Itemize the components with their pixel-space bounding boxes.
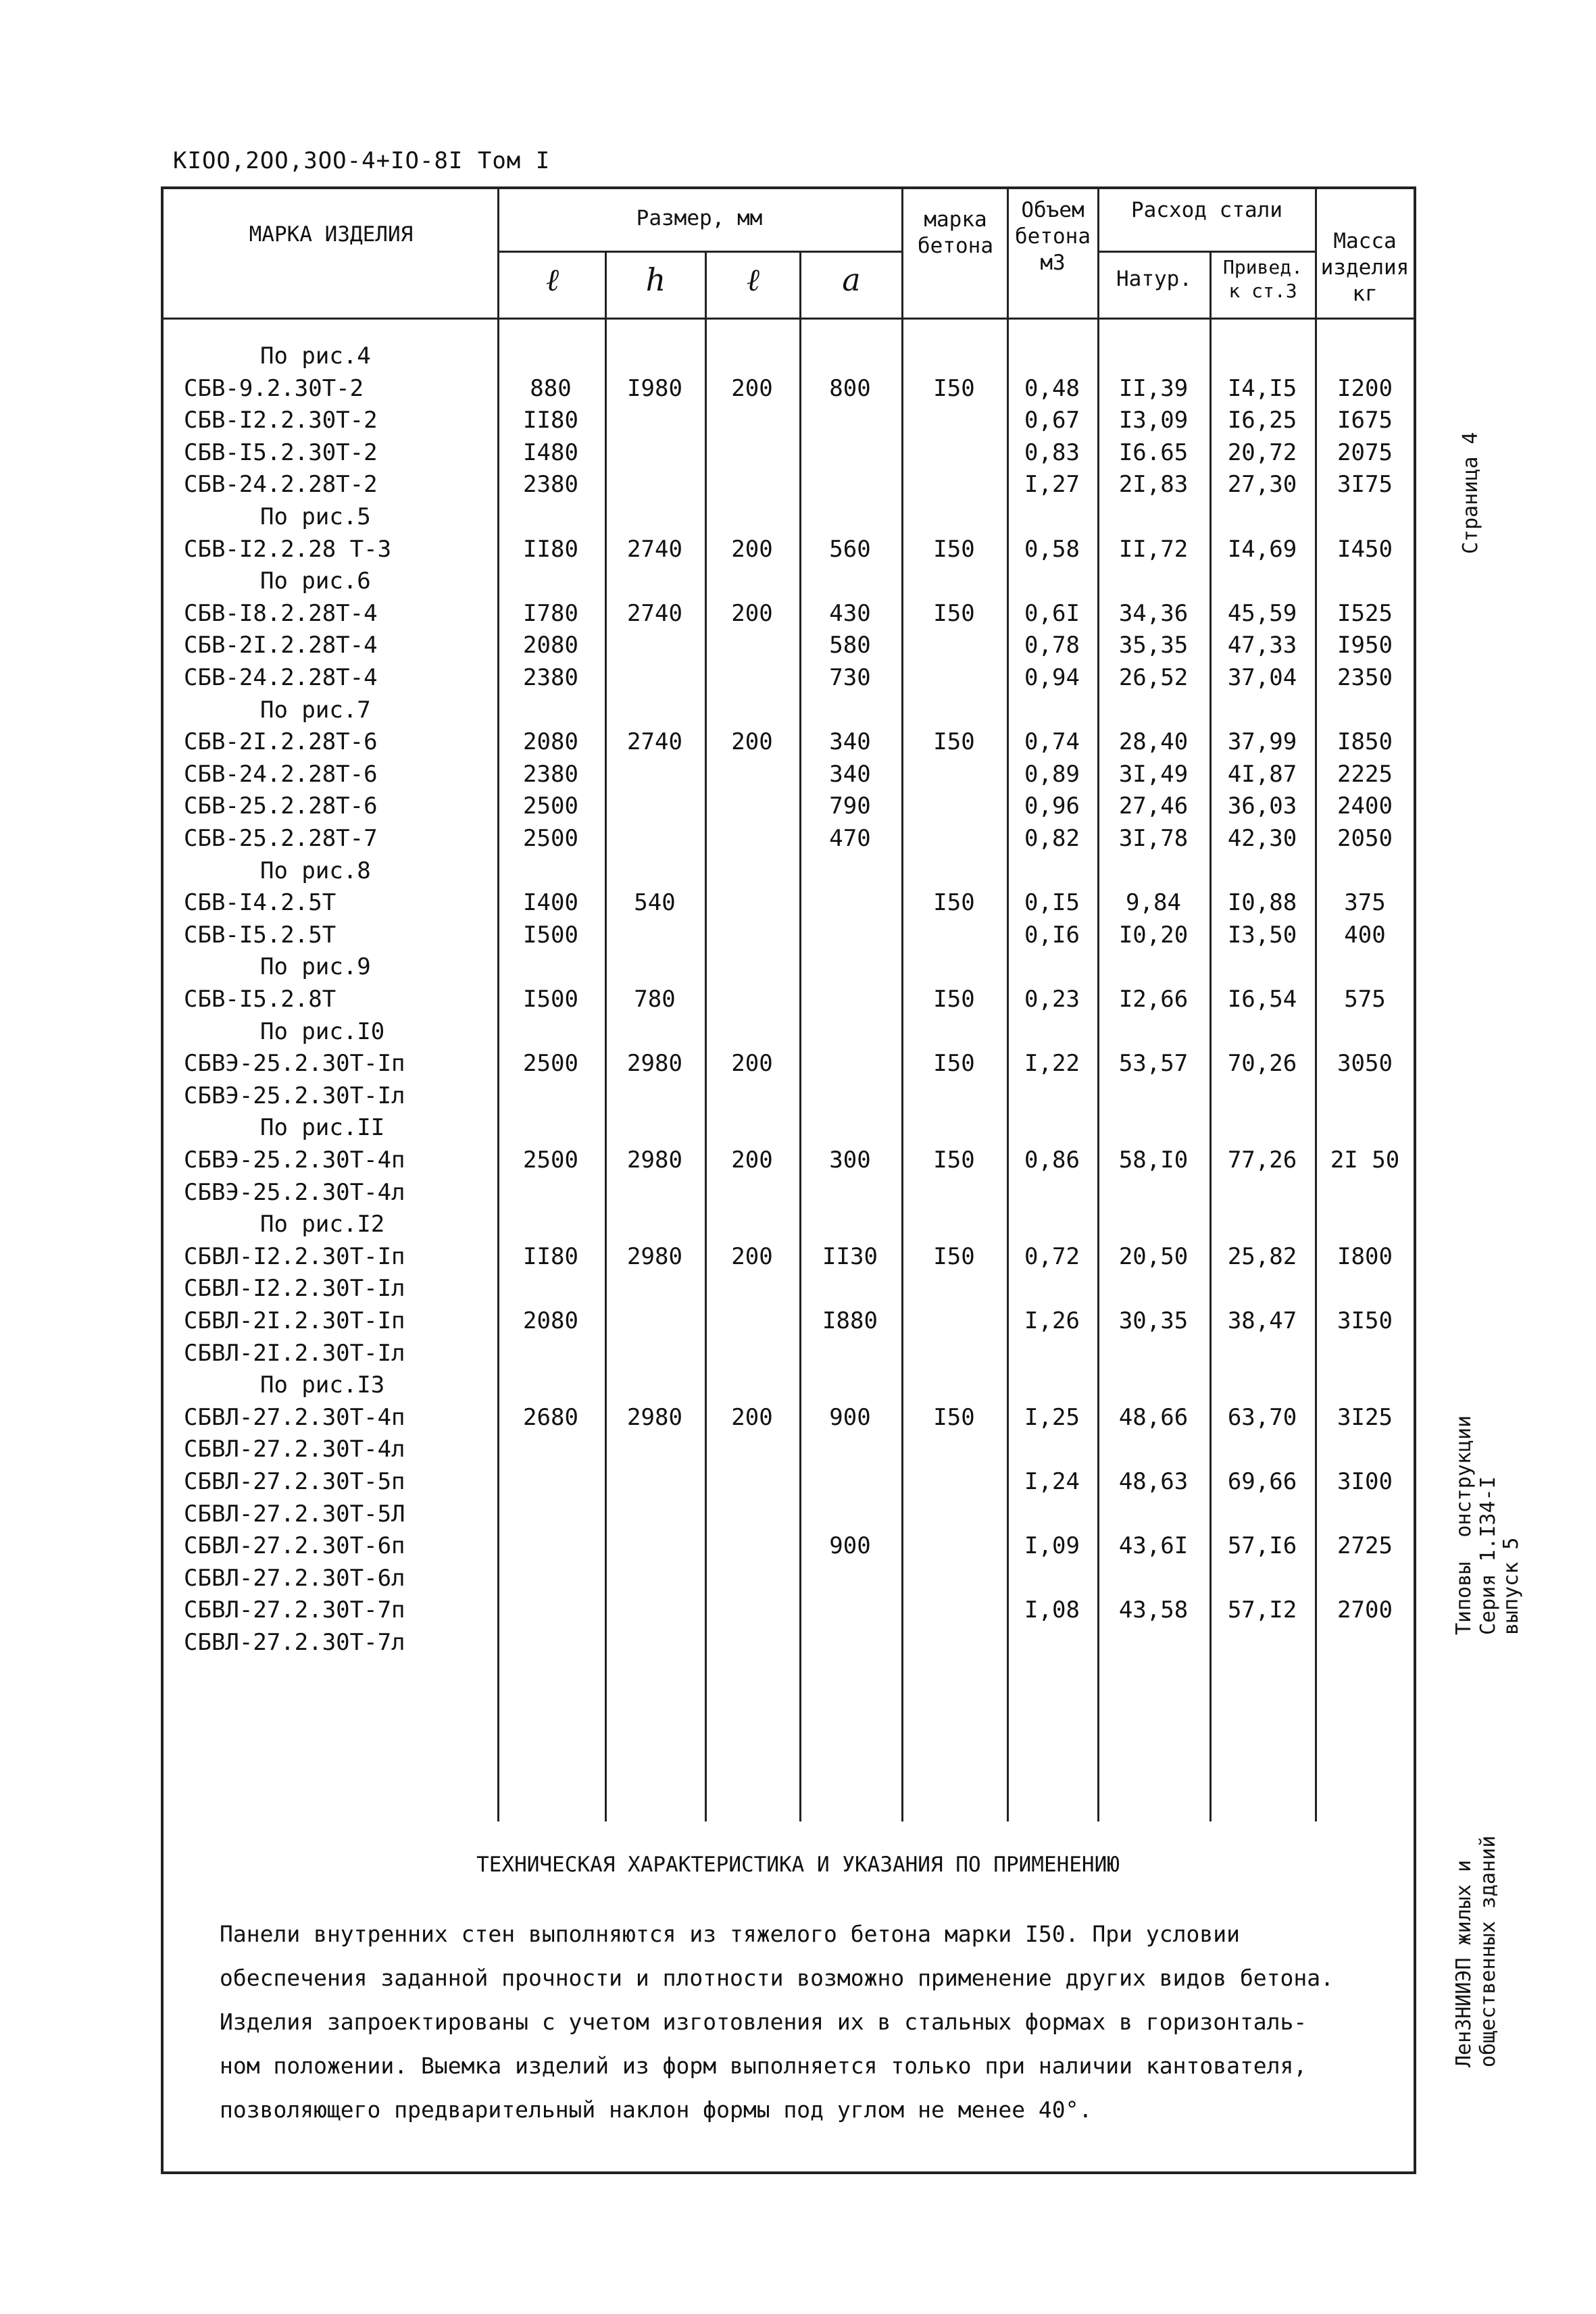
cell-l: 2500: [523, 1050, 578, 1077]
cell-c: I50: [933, 1243, 975, 1270]
cell-l: 2500: [523, 825, 578, 852]
header-concrete: марка бетона: [918, 207, 993, 258]
cell-r: I4,I5: [1227, 375, 1297, 402]
side-series-3: выпуск 5: [1499, 1537, 1523, 1635]
row-mark: СБВ-9.2.30Т-2: [184, 375, 364, 402]
table-top-rule: [161, 186, 1416, 188]
cell-v: I,27: [1024, 471, 1080, 498]
cell-r: 36,03: [1227, 793, 1297, 820]
cell-v: I,25: [1024, 1404, 1080, 1431]
cell-v: 0,67: [1024, 407, 1080, 434]
cell-h: 2980: [627, 1050, 682, 1077]
header-bottom-rule: [161, 318, 1416, 320]
header-volume: Объем бетона м3: [1015, 198, 1091, 275]
group-heading: По рис.6: [260, 568, 371, 595]
cell-m: 3050: [1337, 1050, 1393, 1077]
cell-l: 2380: [523, 664, 578, 691]
row-mark: СБВ-25.2.28Т-6: [184, 793, 378, 820]
row-mark: СБВЛ-27.2.30Т-4л: [184, 1436, 405, 1463]
group-heading: По рис.I3: [260, 1372, 385, 1399]
cell-n: I0,20: [1118, 922, 1189, 949]
header-b: ℓ: [746, 261, 760, 298]
cell-h: 2980: [627, 1147, 682, 1174]
cell-n: 34,36: [1118, 600, 1189, 627]
cell-v: I,09: [1024, 1532, 1080, 1559]
cell-l: 2380: [523, 761, 578, 788]
steel-subheader-rule: [1097, 251, 1315, 253]
row-mark: СБВЭ-25.2.30Т-Iп: [184, 1050, 405, 1077]
cell-h: 2980: [627, 1404, 682, 1431]
header-reduced: Привед. к ст.3: [1222, 256, 1303, 302]
cell-r: 27,30: [1227, 471, 1297, 498]
cell-v: 0,82: [1024, 825, 1080, 852]
row-mark: СБВЭ-25.2.30Т-4л: [184, 1179, 405, 1206]
cell-a: 900: [829, 1532, 871, 1559]
cell-c: I50: [933, 536, 975, 563]
cell-c: I50: [933, 728, 975, 755]
cell-r: 37,99: [1227, 728, 1297, 755]
group-heading: По рис.I2: [260, 1211, 385, 1238]
row-mark: СБВЛ-I2.2.30Т-Iл: [184, 1275, 405, 1302]
tech-line: обеспечения заданной прочности и плотности возможно применение других видов бетона.: [220, 1965, 1335, 1991]
cell-l: II80: [523, 536, 578, 563]
cell-r: 45,59: [1227, 600, 1297, 627]
cell-r: I4,69: [1227, 536, 1297, 563]
cell-v: 0,6I: [1024, 600, 1080, 627]
cell-l: I780: [523, 600, 578, 627]
cell-c: I50: [933, 375, 975, 402]
cell-l: 2500: [523, 1147, 578, 1174]
col-rule-9: [1315, 186, 1317, 1821]
cell-l: 880: [530, 375, 572, 402]
cell-b: 200: [731, 536, 773, 563]
row-mark: СБВЭ-25.2.30Т-Iл: [184, 1082, 405, 1109]
document-code: КIОО,2ОО,3ОО-4+IО-8I Том I: [173, 147, 551, 174]
side-org-2: общественных зданий: [1476, 1835, 1500, 2067]
cell-r: 57,I6: [1227, 1532, 1297, 1559]
cell-m: 2075: [1337, 439, 1393, 466]
cell-l: 2500: [523, 793, 578, 820]
row-mark: СБВ-I2.2.28 Т-3: [184, 536, 392, 563]
side-series-2: Серия 1.I34-I: [1476, 1476, 1500, 1635]
row-mark: СБВЛ-27.2.30Т-6п: [184, 1532, 405, 1559]
cell-h: I980: [627, 375, 682, 402]
cell-r: 20,72: [1227, 439, 1297, 466]
row-mark: СБВ-I5.2.30Т-2: [184, 439, 378, 466]
row-mark: СБВ-2I.2.28Т-6: [184, 728, 378, 755]
cell-n: 2I,83: [1118, 471, 1189, 498]
row-mark: СБВЛ-27.2.30Т-7л: [184, 1629, 405, 1656]
cell-n: 53,57: [1118, 1050, 1189, 1077]
group-heading: По рис.8: [260, 857, 371, 884]
cell-r: 47,33: [1227, 632, 1297, 659]
cell-r: I0,88: [1227, 889, 1297, 916]
cell-m: 2700: [1337, 1596, 1393, 1624]
cell-n: 58,I0: [1118, 1147, 1189, 1174]
row-mark: СБВ-I2.2.30Т-2: [184, 407, 378, 434]
cell-l: I400: [523, 889, 578, 916]
header-size: Размер, мм: [636, 206, 763, 230]
cell-n: 43,6I: [1118, 1532, 1189, 1559]
group-heading: По рис.I0: [260, 1018, 385, 1045]
cell-v: 0,83: [1024, 439, 1080, 466]
header-mark: МАРКА ИЗДЕЛИЯ: [249, 222, 414, 247]
cell-v: I,26: [1024, 1307, 1080, 1334]
cell-a: 430: [829, 600, 871, 627]
row-mark: СБВЛ-27.2.30Т-6л: [184, 1565, 405, 1592]
row-mark: СБВ-24.2.28Т-2: [184, 471, 378, 498]
row-mark: СБВЛ-2I.2.30Т-Iл: [184, 1340, 405, 1367]
cell-h: 540: [634, 889, 676, 916]
cell-m: 2225: [1337, 761, 1393, 788]
cell-a: II30: [822, 1243, 878, 1270]
header-steel: Расход стали: [1131, 198, 1282, 222]
cell-l: 2080: [523, 632, 578, 659]
cell-c: I50: [933, 1147, 975, 1174]
cell-b: 200: [731, 1404, 773, 1431]
cell-b: 200: [731, 1243, 773, 1270]
cell-m: I950: [1337, 632, 1393, 659]
cell-m: 2350: [1337, 664, 1393, 691]
cell-a: 800: [829, 375, 871, 402]
cell-b: 200: [731, 1147, 773, 1174]
col-rule-5: [901, 186, 903, 1821]
cell-m: 575: [1344, 986, 1386, 1013]
cell-c: I50: [933, 600, 975, 627]
col-rule-6: [1007, 186, 1009, 1821]
cell-v: 0,96: [1024, 793, 1080, 820]
row-mark: СБВ-24.2.28Т-4: [184, 664, 378, 691]
cell-v: I,24: [1024, 1468, 1080, 1495]
cell-n: I2,66: [1118, 986, 1189, 1013]
cell-m: 3I00: [1337, 1468, 1393, 1495]
col-rule-2: [605, 251, 607, 1821]
cell-r: 69,66: [1227, 1468, 1297, 1495]
cell-c: I50: [933, 986, 975, 1013]
row-mark: СБВЭ-25.2.30Т-4п: [184, 1147, 405, 1174]
tech-title: ТЕХНИЧЕСКАЯ ХАРАКТЕРИСТИКА И УКАЗАНИЯ ПО ПРИМЕНЕНИЮ: [476, 1853, 1120, 1877]
cell-b: 200: [731, 600, 773, 627]
cell-b: 200: [731, 728, 773, 755]
cell-l: 2680: [523, 1404, 578, 1431]
tech-line: Изделия запроектированы с учетом изготовления их в стальных формах в горизонталь-: [220, 2009, 1307, 2035]
cell-a: 790: [829, 793, 871, 820]
cell-r: 63,70: [1227, 1404, 1297, 1431]
cell-n: 35,35: [1118, 632, 1189, 659]
row-mark: СБВ-I8.2.28Т-4: [184, 600, 378, 627]
cell-m: I200: [1337, 375, 1393, 402]
cell-v: I,22: [1024, 1050, 1080, 1077]
cell-v: 0,I6: [1024, 922, 1080, 949]
row-mark: СБВ-I5.2.5Т: [184, 922, 336, 949]
cell-a: 580: [829, 632, 871, 659]
cell-m: 2I 50: [1330, 1147, 1400, 1174]
cell-r: 37,04: [1227, 664, 1297, 691]
cell-n: I6.65: [1118, 439, 1189, 466]
cell-a: 340: [829, 728, 871, 755]
cell-v: 0,74: [1024, 728, 1080, 755]
group-heading: По рис.5: [260, 503, 371, 530]
row-mark: СБВЛ-27.2.30Т-7п: [184, 1596, 405, 1624]
cell-c: I50: [933, 1404, 975, 1431]
cell-m: I850: [1337, 728, 1393, 755]
row-mark: СБВЛ-I2.2.30Т-Iп: [184, 1243, 405, 1270]
tech-body: [220, 1912, 1368, 2132]
cell-n: 48,63: [1118, 1468, 1189, 1495]
cell-m: I450: [1337, 536, 1393, 563]
tech-line: ном положении. Выемка изделий из форм выполняется только при наличии кантователя,: [220, 2053, 1307, 2079]
cell-m: 2725: [1337, 1532, 1393, 1559]
row-mark: СБВ-I4.2.5Т: [184, 889, 336, 916]
col-rule-1: [497, 186, 499, 1821]
cell-h: 2740: [627, 600, 682, 627]
cell-n: 3I,49: [1118, 761, 1189, 788]
cell-n: 43,58: [1118, 1596, 1189, 1624]
cell-n: II,39: [1118, 375, 1189, 402]
cell-l: II80: [523, 407, 578, 434]
cell-m: 3I25: [1337, 1404, 1393, 1431]
cell-m: 375: [1344, 889, 1386, 916]
group-heading: По рис.7: [260, 697, 371, 724]
cell-m: 3I75: [1337, 471, 1393, 498]
cell-l: I480: [523, 439, 578, 466]
tech-line: позволяющего предварительный наклон формы под углом не менее 40°.: [220, 2096, 1093, 2123]
cell-a: 730: [829, 664, 871, 691]
col-rule-4: [799, 251, 801, 1821]
cell-c: I50: [933, 889, 975, 916]
cell-v: 0,94: [1024, 664, 1080, 691]
cell-n: 48,66: [1118, 1404, 1189, 1431]
size-subheader-rule: [497, 251, 901, 253]
cell-m: 2400: [1337, 793, 1393, 820]
cell-r: 25,82: [1227, 1243, 1297, 1270]
cell-n: 28,40: [1118, 728, 1189, 755]
cell-v: 0,I5: [1024, 889, 1080, 916]
tech-line: Панели внутренних стен выполняются из тяжелого бетона марки I50. При условии: [220, 1921, 1240, 1947]
cell-l: 2380: [523, 471, 578, 498]
header-mass: Масса изделия кг: [1320, 229, 1410, 306]
group-heading: По рис.4: [260, 343, 371, 370]
cell-b: 200: [731, 375, 773, 402]
cell-l: I500: [523, 986, 578, 1013]
cell-m: I675: [1337, 407, 1393, 434]
cell-m: 3I50: [1337, 1307, 1393, 1334]
cell-r: 42,30: [1227, 825, 1297, 852]
cell-l: II80: [523, 1243, 578, 1270]
cell-n: 20,50: [1118, 1243, 1189, 1270]
col-rule-8: [1210, 251, 1212, 1821]
side-page: Страница 4: [1459, 432, 1482, 554]
cell-r: 57,I2: [1227, 1596, 1297, 1624]
cell-v: 0,86: [1024, 1147, 1080, 1174]
group-heading: По рис.9: [260, 953, 371, 980]
cell-n: 3I,78: [1118, 825, 1189, 852]
cell-b: 200: [731, 1050, 773, 1077]
cell-h: 2740: [627, 728, 682, 755]
cell-h: 780: [634, 986, 676, 1013]
cell-a: 470: [829, 825, 871, 852]
col-rule-7: [1097, 186, 1099, 1821]
cell-v: 0,72: [1024, 1243, 1080, 1270]
col-rule-3: [705, 251, 707, 1821]
cell-r: 70,26: [1227, 1050, 1297, 1077]
cell-h: 2740: [627, 536, 682, 563]
cell-r: 77,26: [1227, 1147, 1297, 1174]
cell-n: 27,46: [1118, 793, 1189, 820]
group-heading: По рис.II: [260, 1114, 385, 1141]
cell-m: 2050: [1337, 825, 1393, 852]
row-mark: СБВЛ-27.2.30Т-5Л: [184, 1501, 405, 1528]
cell-c: I50: [933, 1050, 975, 1077]
row-mark: СБВ-25.2.28Т-7: [184, 825, 378, 852]
cell-v: 0,48: [1024, 375, 1080, 402]
header-a: a: [842, 261, 861, 298]
cell-n: II,72: [1118, 536, 1189, 563]
cell-m: 400: [1344, 922, 1386, 949]
cell-a: 300: [829, 1147, 871, 1174]
row-mark: СБВ-2I.2.28Т-4: [184, 632, 378, 659]
cell-v: 0,78: [1024, 632, 1080, 659]
cell-a: 900: [829, 1404, 871, 1431]
cell-l: 2080: [523, 728, 578, 755]
header-l: ℓ: [545, 261, 559, 298]
row-mark: СБВЛ-27.2.30Т-5п: [184, 1468, 405, 1495]
cell-m: I525: [1337, 600, 1393, 627]
cell-n: 30,35: [1118, 1307, 1189, 1334]
row-mark: СБВЛ-2I.2.30Т-Iп: [184, 1307, 405, 1334]
cell-v: I,08: [1024, 1596, 1080, 1624]
cell-n: I3,09: [1118, 407, 1189, 434]
cell-a: 340: [829, 761, 871, 788]
header-h: h: [645, 261, 666, 298]
row-mark: СБВ-24.2.28Т-6: [184, 761, 378, 788]
cell-r: I6,54: [1227, 986, 1297, 1013]
cell-n: 26,52: [1118, 664, 1189, 691]
cell-n: 9,84: [1126, 889, 1181, 916]
cell-a: I880: [822, 1307, 878, 1334]
cell-h: 2980: [627, 1243, 682, 1270]
cell-r: 38,47: [1227, 1307, 1297, 1334]
cell-v: 0,89: [1024, 761, 1080, 788]
cell-a: 560: [829, 536, 871, 563]
header-natur: Натур.: [1116, 267, 1192, 291]
row-mark: СБВЛ-27.2.30Т-4п: [184, 1404, 405, 1431]
cell-r: 4I,87: [1227, 761, 1297, 788]
cell-r: I3,50: [1227, 922, 1297, 949]
cell-m: I800: [1337, 1243, 1393, 1270]
cell-l: 2080: [523, 1307, 578, 1334]
cell-l: I500: [523, 922, 578, 949]
cell-v: 0,58: [1024, 536, 1080, 563]
side-org-1: ЛенЗНИИЭП жилых и: [1452, 1859, 1476, 2067]
cell-r: I6,25: [1227, 407, 1297, 434]
side-series-1: Типовы онструкции: [1452, 1415, 1476, 1635]
cell-v: 0,23: [1024, 986, 1080, 1013]
row-mark: СБВ-I5.2.8Т: [184, 986, 336, 1013]
